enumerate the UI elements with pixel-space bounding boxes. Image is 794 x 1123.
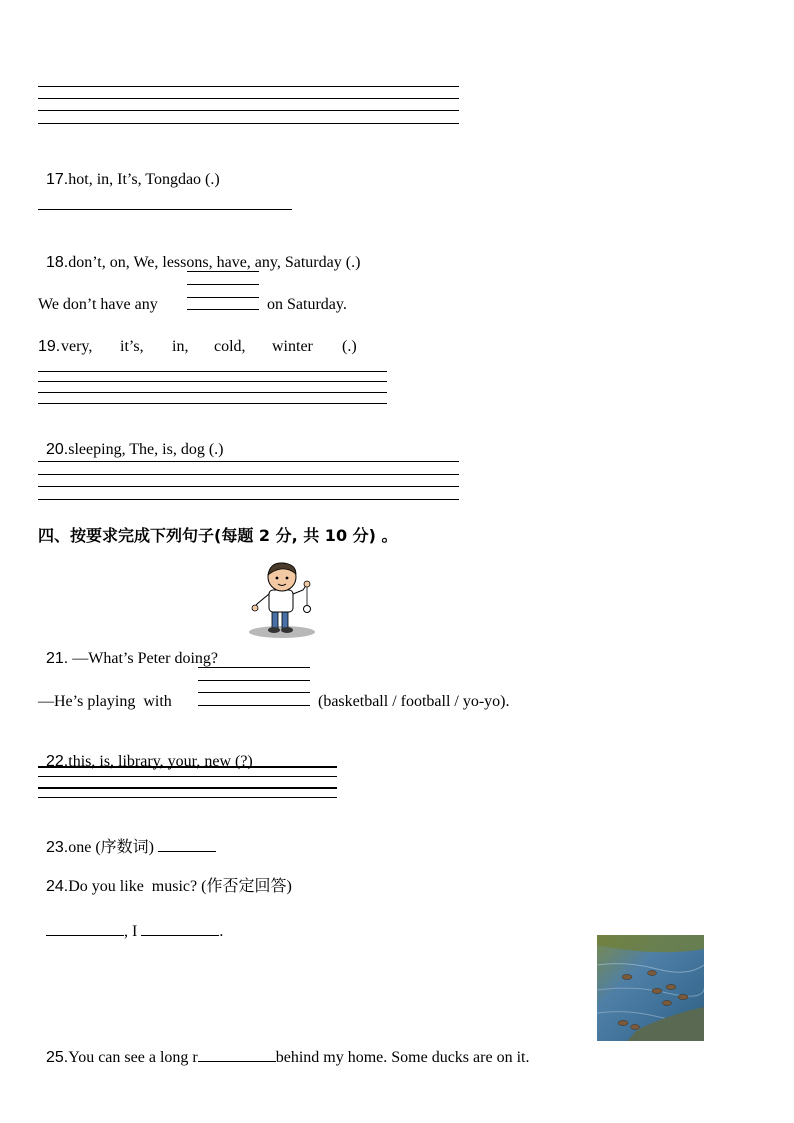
- boy-with-yoyo-illustration: [245, 560, 317, 642]
- answer-line: [38, 403, 387, 404]
- answer-line: [38, 110, 459, 111]
- question-prompt: sleeping, The, is, dog (.): [68, 441, 224, 458]
- answer-line: [187, 284, 259, 285]
- answer-prefix: We don’t have any: [38, 296, 158, 313]
- answer-24: [38, 899, 223, 942]
- answer-blank[interactable]: [198, 1045, 276, 1062]
- answer-line: [38, 474, 459, 475]
- question-18: [38, 233, 360, 273]
- answer-text: , I: [124, 923, 138, 940]
- answer-text: .: [219, 923, 224, 940]
- question-prompt: You can see a long r: [68, 1049, 198, 1066]
- question-number: 20.: [46, 441, 69, 458]
- answer-line: [198, 692, 310, 693]
- answer-line: [38, 797, 337, 798]
- answer-suffix: on Saturday.: [267, 296, 347, 313]
- answer-line: [187, 309, 259, 310]
- answer-line: [198, 705, 310, 706]
- question-word: in,: [172, 338, 189, 355]
- answer-line: [38, 392, 387, 393]
- question-number: 24.: [46, 878, 69, 895]
- answer-blank[interactable]: [158, 835, 216, 852]
- answer-line: [38, 776, 337, 777]
- question-prompt: one (序数词): [68, 839, 155, 856]
- question-prompt: Do you like music? (作否定回答): [68, 878, 292, 895]
- question-23: [38, 815, 216, 858]
- river-with-ducks-photo: [597, 935, 704, 1041]
- answer-line: [38, 123, 459, 124]
- answer-line: [38, 486, 459, 487]
- answer-line: [38, 461, 459, 462]
- question-prompt: —What’s Peter doing?: [68, 650, 218, 667]
- question-25: [38, 1025, 529, 1068]
- question-prompt: this, is, library, your, new (?): [68, 753, 253, 770]
- question-prompt: hot, in, It’s, Tongdao (.): [68, 171, 220, 188]
- answer-line: [38, 787, 337, 789]
- answer-line: [38, 98, 459, 99]
- question-20: [38, 420, 223, 460]
- question-number: 25.: [46, 1049, 69, 1066]
- question-number: 18.: [46, 254, 69, 271]
- answer-line: [198, 680, 310, 681]
- answer-line: [187, 271, 259, 272]
- question-17: [38, 150, 220, 190]
- answer-suffix: (basketball / football / yo-yo).: [318, 693, 510, 710]
- question-prompt: don’t, on, We, lessons, have, any, Saturday (.): [68, 254, 361, 271]
- answer-line: [38, 381, 387, 382]
- question-21: [38, 629, 218, 669]
- answer-line: [38, 766, 337, 768]
- answer-line: [187, 297, 259, 298]
- answer-line: [38, 86, 459, 87]
- question-number: 19.: [38, 338, 61, 355]
- question-number: 21.: [46, 650, 69, 667]
- question-24: [38, 857, 292, 897]
- section-heading: 四、按要求完成下列句子(每题 2 分, 共 10 分) 。: [38, 526, 398, 545]
- question-word: cold,: [214, 338, 246, 355]
- question-word: (.): [342, 338, 357, 355]
- question-word: very,: [61, 338, 93, 355]
- answer-blank[interactable]: [46, 919, 124, 936]
- answer-line: [38, 209, 292, 210]
- answer-line: [38, 371, 387, 372]
- answer-line: [38, 499, 459, 500]
- question-word: it’s,: [120, 338, 144, 355]
- answer-prefix: —He’s playing with: [38, 693, 172, 710]
- answer-blank[interactable]: [141, 919, 219, 936]
- question-word: winter: [272, 338, 313, 355]
- question-number: 22.: [46, 753, 69, 770]
- question-number: 17.: [46, 171, 69, 188]
- question-prompt: behind my home. Some ducks are on it.: [275, 1049, 530, 1066]
- question-number: 23.: [46, 839, 69, 856]
- answer-line: [198, 667, 310, 668]
